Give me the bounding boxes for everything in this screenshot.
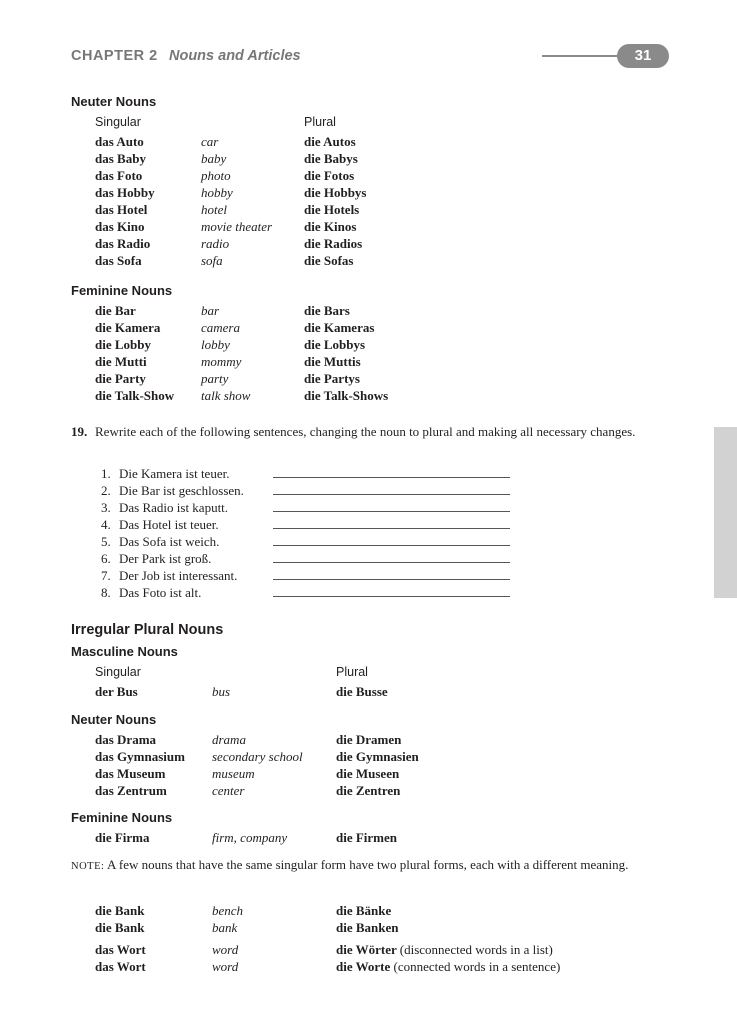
page-number: 31 [617, 44, 669, 68]
english-gloss: baby [201, 151, 227, 166]
plural-noun: die Babys [304, 151, 358, 166]
plural-noun: die Dramen [336, 732, 402, 747]
exercise-item [101, 516, 219, 533]
plural-noun: die Gymnasien [336, 749, 419, 764]
singular-noun: das Hobby [95, 185, 155, 200]
exercise-item [101, 584, 201, 601]
plural-noun: die Fotos [304, 168, 355, 183]
plural-noun: die Autos [304, 134, 356, 149]
item-sentence: Die Kamera ist teuer. [119, 466, 230, 481]
english-gloss: center [212, 783, 245, 798]
exercise-item [101, 567, 237, 584]
plural-column-header: Plural [336, 665, 368, 679]
english-gloss: drama [212, 732, 246, 747]
plural-word: die Wörter [336, 942, 397, 957]
note-label: NOTE: [71, 861, 105, 872]
english-gloss: car [201, 134, 219, 149]
singular-noun: das Drama [95, 732, 157, 747]
plural-noun: die Partys [304, 371, 360, 386]
singular-noun: die Mutti [95, 354, 147, 369]
singular-noun: das Hotel [95, 202, 148, 217]
answer-line[interactable] [273, 477, 510, 478]
singular-noun: die Bar [95, 303, 136, 318]
answer-line[interactable] [273, 528, 510, 529]
singular-noun: das Foto [95, 168, 143, 183]
answer-line[interactable] [273, 545, 510, 546]
english-gloss: camera [201, 320, 240, 335]
item-number: 1. [101, 466, 111, 481]
english-gloss: firm, company [212, 830, 288, 845]
english-gloss: sofa [201, 253, 223, 268]
plural-noun: die Firmen [336, 830, 398, 845]
english-gloss: word [212, 942, 239, 957]
item-number: 5. [101, 534, 111, 549]
singular-noun: das Wort [95, 942, 146, 957]
exercise-instruction [71, 423, 669, 440]
item-sentence: Die Bar ist geschlossen. [119, 483, 244, 498]
singular-noun: das Auto [95, 134, 144, 149]
singular-noun: die Bank [95, 920, 145, 935]
item-sentence: Das Radio ist kaputt. [119, 500, 229, 515]
english-gloss: photo [201, 168, 231, 183]
exercise-number: 19. [71, 424, 88, 439]
singular-noun: der Bus [95, 684, 138, 699]
item-sentence: Das Sofa ist weich. [119, 534, 220, 549]
plural-noun: die Hotels [304, 202, 360, 217]
plural-noun: die Muttis [304, 354, 361, 369]
exercise-item [101, 533, 219, 550]
chapter-title: Nouns and Articles [169, 48, 301, 64]
item-number: 8. [101, 585, 111, 600]
masculine-heading: Masculine Nouns [71, 644, 178, 659]
exercise-item [101, 550, 211, 567]
singular-noun: das Museum [95, 766, 166, 781]
item-number: 2. [101, 483, 111, 498]
plural-noun: die Sofas [304, 253, 354, 268]
item-sentence: Das Foto ist alt. [119, 585, 202, 600]
english-gloss: hobby [201, 185, 233, 200]
plural-noun: die Banken [336, 920, 399, 935]
singular-noun: die Talk-Show [95, 388, 175, 403]
exercise-item [101, 465, 229, 482]
english-gloss: bench [212, 903, 244, 918]
section-title: Irregular Plural Nouns [71, 622, 224, 638]
singular-noun: das Zentrum [95, 783, 167, 798]
plural-noun [336, 958, 560, 975]
answer-line[interactable] [273, 562, 510, 563]
item-sentence: Der Park ist groß. [119, 551, 212, 566]
item-number: 7. [101, 568, 111, 583]
plural-noun: die Kinos [304, 219, 357, 234]
item-number: 4. [101, 517, 111, 532]
singular-noun: die Kamera [95, 320, 161, 335]
neuter-heading: Neuter Nouns [71, 94, 157, 109]
note-paragraph [71, 856, 669, 875]
exercise-text: Rewrite each of the following sentences, changing the noun to plural and making all necessary changes. [95, 424, 636, 439]
answer-line[interactable] [273, 579, 510, 580]
english-gloss: mommy [201, 354, 242, 369]
english-gloss: bus [212, 684, 231, 699]
thumb-tab [714, 427, 737, 598]
singular-noun: das Kino [95, 219, 145, 234]
item-sentence: Der Job ist interessant. [119, 568, 238, 583]
answer-line[interactable] [273, 596, 510, 597]
english-gloss: museum [212, 766, 255, 781]
plural-noun: die Museen [336, 766, 400, 781]
singular-noun: das Sofa [95, 253, 142, 268]
english-gloss: secondary school [212, 749, 303, 764]
plural-column-header: Plural [304, 115, 336, 129]
english-gloss: bar [201, 303, 220, 318]
neuter-heading: Neuter Nouns [71, 712, 157, 727]
item-sentence: Das Hotel ist teuer. [119, 517, 219, 532]
plural-noun: die Hobbys [304, 185, 367, 200]
plural-gloss: (disconnected words in a list) [399, 942, 553, 957]
answer-line[interactable] [273, 494, 510, 495]
english-gloss: bank [212, 920, 238, 935]
plural-noun: die Bars [304, 303, 350, 318]
singular-noun: die Party [95, 371, 146, 386]
plural-noun: die Busse [336, 684, 388, 699]
feminine-heading: Feminine Nouns [71, 810, 173, 825]
english-gloss: hotel [201, 202, 227, 217]
item-number: 6. [101, 551, 111, 566]
singular-noun: die Lobby [95, 337, 151, 352]
english-gloss: word [212, 959, 239, 974]
plural-noun: die Talk-Shows [304, 388, 389, 403]
singular-noun: das Radio [95, 236, 151, 251]
english-gloss: talk show [201, 388, 251, 403]
english-gloss: lobby [201, 337, 230, 352]
plural-noun: die Zentren [336, 783, 401, 798]
exercise-item [101, 499, 228, 516]
singular-noun: das Baby [95, 151, 146, 166]
plural-noun [336, 941, 553, 958]
english-gloss: party [201, 371, 229, 386]
exercise-item [101, 482, 244, 499]
singular-column-header: Singular [95, 665, 141, 679]
english-gloss: radio [201, 236, 230, 251]
plural-gloss: (connected words in a sentence) [393, 959, 561, 974]
plural-noun: die Lobbys [304, 337, 366, 352]
english-gloss: movie theater [201, 219, 273, 234]
chapter-label: CHAPTER 2 [71, 48, 158, 64]
singular-column-header: Singular [95, 115, 141, 129]
singular-noun: das Gymnasium [95, 749, 185, 764]
item-number: 3. [101, 500, 111, 515]
singular-noun: die Firma [95, 830, 150, 845]
singular-noun: die Bank [95, 903, 145, 918]
plural-noun: die Radios [304, 236, 363, 251]
plural-word: die Worte [336, 959, 391, 974]
answer-line[interactable] [273, 511, 510, 512]
plural-noun: die Kameras [304, 320, 375, 335]
feminine-heading: Feminine Nouns [71, 283, 173, 298]
singular-noun: das Wort [95, 959, 146, 974]
note-text: A few nouns that have the same singular form have two plural forms, each with a different meaning. [106, 857, 629, 872]
plural-noun: die Bänke [336, 903, 392, 918]
